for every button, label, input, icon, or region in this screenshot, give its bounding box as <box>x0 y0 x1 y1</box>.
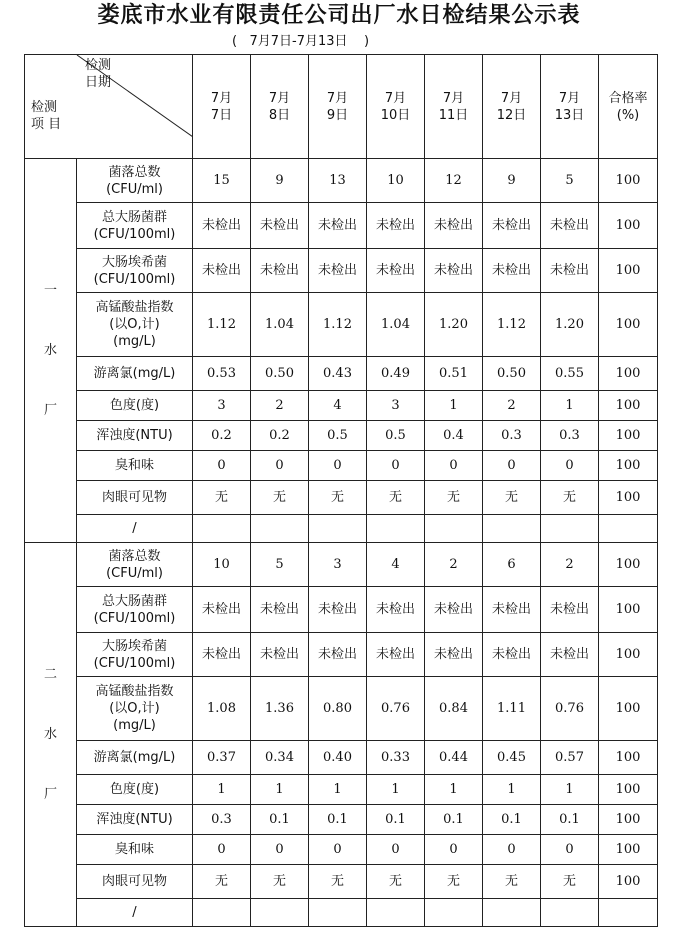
result-cell: 0 <box>251 835 309 865</box>
table-row <box>25 677 658 741</box>
test-item-cell <box>77 741 193 775</box>
result-cell: 未检出 <box>483 249 541 293</box>
result-cell: 0.5 <box>309 421 367 451</box>
result-cell: 0 <box>367 451 425 481</box>
result-cell: 1.04 <box>367 293 425 357</box>
result-cell: 无 <box>309 481 367 515</box>
result-cell: 1.20 <box>541 293 599 357</box>
cell-line: 菌落总数 <box>108 164 161 180</box>
cell-line: 高锰酸盐指数 <box>95 684 174 699</box>
table-row <box>25 293 658 357</box>
result-cell: 4 <box>309 391 367 421</box>
result-cell: 无 <box>251 865 309 899</box>
cell-line: 7月 <box>442 90 465 106</box>
result-cell: 0.5 <box>367 421 425 451</box>
result-cell: 10 <box>367 159 425 203</box>
result-cell: 1.20 <box>425 293 483 357</box>
cell-line: 浑浊度(NTU) <box>96 428 173 443</box>
result-cell: 0.3 <box>483 421 541 451</box>
result-cell: 1 <box>251 775 309 805</box>
result-cell: 未检出 <box>309 633 367 677</box>
cell-line: / <box>132 905 137 920</box>
test-item-cell <box>77 421 193 451</box>
table-row <box>25 421 658 451</box>
table-row <box>25 805 658 835</box>
result-cell: 未检出 <box>541 633 599 677</box>
date-header-3 <box>309 55 367 159</box>
cell-line: 菌落总数 <box>108 548 161 564</box>
table-row <box>25 515 658 543</box>
cell-line: 7月 <box>210 90 233 106</box>
result-cell: 0.2 <box>193 421 251 451</box>
cell-line: 12日 <box>496 107 527 123</box>
table-row <box>25 481 658 515</box>
result-cell: 0.80 <box>309 677 367 741</box>
cell-line: 游离氯(mg/L) <box>93 750 176 765</box>
pass-rate-cell: 100 <box>599 357 658 391</box>
cell-line: (CFU/100ml) <box>93 655 176 671</box>
result-cell: 0 <box>193 451 251 481</box>
result-cell: 1.36 <box>251 677 309 741</box>
test-item-cell <box>77 587 193 633</box>
result-cell: 未检出 <box>483 587 541 633</box>
table-row <box>25 391 658 421</box>
result-cell: 0.50 <box>251 357 309 391</box>
cell-line: 7月 <box>384 90 407 106</box>
cell-line: 检测 <box>31 100 58 115</box>
test-item-cell <box>77 481 193 515</box>
table-row <box>25 451 658 481</box>
table-row <box>25 775 658 805</box>
cell-line: 高锰酸盐指数 <box>95 300 174 315</box>
result-cell: 2 <box>251 391 309 421</box>
plant-name-char: 一 <box>43 282 57 298</box>
result-cell: 未检出 <box>425 633 483 677</box>
cell-line: 10日 <box>380 107 411 123</box>
table-row <box>25 899 658 927</box>
result-cell: 0 <box>309 835 367 865</box>
test-item-cell <box>77 159 193 203</box>
pass-rate-cell: 100 <box>599 249 658 293</box>
cell-line: 7月 <box>558 90 581 106</box>
result-cell: 未检出 <box>251 587 309 633</box>
cell-line: 肉眼可见物 <box>101 490 167 505</box>
cell-line: / <box>132 521 137 536</box>
cell-line: (CFU/100ml) <box>93 226 176 242</box>
cell-line: 9日 <box>326 107 349 123</box>
result-cell: 无 <box>193 481 251 515</box>
result-cell: 0.44 <box>425 741 483 775</box>
result-cell: 未检出 <box>425 249 483 293</box>
test-item-cell <box>77 249 193 293</box>
result-cell: 1.12 <box>483 293 541 357</box>
corner-item-label <box>31 99 61 133</box>
cell-line: (CFU/100ml) <box>93 271 176 287</box>
test-item-cell <box>77 805 193 835</box>
result-cell: 未检出 <box>425 203 483 249</box>
result-cell: 1.04 <box>251 293 309 357</box>
cell-line: 臭和味 <box>114 458 154 473</box>
cell-line: 色度(度) <box>109 398 160 413</box>
result-cell: 0.37 <box>193 741 251 775</box>
table-row <box>25 865 658 899</box>
result-cell: 5 <box>251 543 309 587</box>
test-item-cell <box>77 515 193 543</box>
result-cell: 1 <box>541 775 599 805</box>
pass-rate-cell: 100 <box>599 293 658 357</box>
result-cell: 无 <box>425 865 483 899</box>
cell-line: 臭和味 <box>114 842 154 857</box>
result-cell <box>541 515 599 543</box>
pass-rate-cell: 100 <box>599 159 658 203</box>
pass-rate-cell: 100 <box>599 775 658 805</box>
test-item-cell <box>77 835 193 865</box>
result-cell: 0 <box>483 835 541 865</box>
table-row <box>25 203 658 249</box>
result-cell: 0.50 <box>483 357 541 391</box>
result-cell: 13 <box>309 159 367 203</box>
result-cell: 0.1 <box>251 805 309 835</box>
cell-line: 总大肠菌群 <box>101 209 167 225</box>
cell-line: 肉眼可见物 <box>101 874 167 889</box>
result-cell: 未检出 <box>541 249 599 293</box>
pass-rate-cell: 100 <box>599 543 658 587</box>
result-cell: 1 <box>309 775 367 805</box>
result-cell: 0.57 <box>541 741 599 775</box>
cell-line: 8日 <box>268 107 291 123</box>
table-row <box>25 633 658 677</box>
result-cell: 0.1 <box>541 805 599 835</box>
cell-line: (%) <box>616 107 640 123</box>
test-item-cell <box>77 451 193 481</box>
result-cell: 10 <box>193 543 251 587</box>
result-cell: 无 <box>367 481 425 515</box>
result-cell: 1.12 <box>309 293 367 357</box>
plant-name-char: 二 <box>43 666 57 682</box>
result-cell <box>367 899 425 927</box>
header-row <box>25 55 658 159</box>
result-cell: 无 <box>251 481 309 515</box>
pass-rate-cell: 100 <box>599 203 658 249</box>
cell-line: 日期 <box>85 75 112 90</box>
result-cell: 2 <box>483 391 541 421</box>
result-cell: 无 <box>541 865 599 899</box>
result-cell: 0.51 <box>425 357 483 391</box>
result-cell: 1 <box>425 391 483 421</box>
result-cell: 9 <box>251 159 309 203</box>
date-header-7 <box>541 55 599 159</box>
result-cell: 未检出 <box>541 203 599 249</box>
result-cell: 无 <box>367 865 425 899</box>
result-cell: 未检出 <box>193 587 251 633</box>
result-cell: 0.1 <box>367 805 425 835</box>
cell-line: 总大肠菌群 <box>101 593 167 609</box>
cell-line: 大肠埃希菌 <box>101 638 167 654</box>
pass-rate-cell: 100 <box>599 835 658 865</box>
result-cell: 未检出 <box>251 249 309 293</box>
test-item-cell <box>77 543 193 587</box>
test-item-cell <box>77 633 193 677</box>
plant-name-char: 厂 <box>43 402 57 418</box>
test-item-cell <box>77 677 193 741</box>
cell-line: 色度(度) <box>109 782 160 797</box>
result-cell: 1 <box>193 775 251 805</box>
result-cell: 未检出 <box>193 249 251 293</box>
table-row <box>25 159 658 203</box>
result-cell <box>367 515 425 543</box>
result-cell: 无 <box>541 481 599 515</box>
result-cell: 未检出 <box>251 203 309 249</box>
result-cell: 12 <box>425 159 483 203</box>
cell-line: 游离氯(mg/L) <box>93 366 176 381</box>
result-cell: 无 <box>483 865 541 899</box>
cell-line: 合格率 <box>608 90 648 106</box>
pass-rate-cell: 100 <box>599 587 658 633</box>
result-cell: 未检出 <box>193 633 251 677</box>
result-cell <box>541 899 599 927</box>
result-cell: 4 <box>367 543 425 587</box>
result-cell: 5 <box>541 159 599 203</box>
plant-name-char: 厂 <box>43 786 57 802</box>
cell-line: (CFU/100ml) <box>93 610 176 626</box>
plant-name-char: 水 <box>43 342 57 358</box>
result-cell: 0.45 <box>483 741 541 775</box>
cell-line: 7月 <box>500 90 523 106</box>
result-cell: 1 <box>367 775 425 805</box>
result-cell <box>193 515 251 543</box>
cell-line: (mg/L) <box>113 334 156 349</box>
pass-rate-cell: 100 <box>599 633 658 677</box>
result-cell: 0.40 <box>309 741 367 775</box>
result-cell: 0.1 <box>483 805 541 835</box>
result-cell: 无 <box>193 865 251 899</box>
result-cell: 未检出 <box>367 587 425 633</box>
result-cell: 1.11 <box>483 677 541 741</box>
result-cell: 1.12 <box>193 293 251 357</box>
pass-rate-cell: 100 <box>599 741 658 775</box>
result-cell: 0 <box>309 451 367 481</box>
table-row <box>25 741 658 775</box>
pass-rate-cell: 100 <box>599 421 658 451</box>
plant-name-cell <box>25 543 77 927</box>
result-cell <box>483 899 541 927</box>
result-cell: 0 <box>483 451 541 481</box>
table-row <box>25 835 658 865</box>
result-cell: 0.43 <box>309 357 367 391</box>
result-cell: 无 <box>425 481 483 515</box>
table-row <box>25 587 658 633</box>
cell-line: (以O,计) <box>109 701 160 716</box>
result-cell: 0 <box>251 451 309 481</box>
result-cell: 15 <box>193 159 251 203</box>
cell-line: 7月 <box>268 90 291 106</box>
pass-rate-cell <box>599 899 658 927</box>
result-cell: 未检出 <box>425 587 483 633</box>
result-cell: 未检出 <box>483 203 541 249</box>
result-cell: 0.84 <box>425 677 483 741</box>
result-cell: 0.4 <box>425 421 483 451</box>
result-cell: 未检出 <box>309 249 367 293</box>
result-cell: 2 <box>541 543 599 587</box>
cell-line: 7月 <box>326 90 349 106</box>
cell-line: 13日 <box>554 107 585 123</box>
result-cell: 0.49 <box>367 357 425 391</box>
result-cell <box>425 515 483 543</box>
cell-line: 大肠埃希菌 <box>101 254 167 270</box>
cell-line: 项 目 <box>31 117 62 132</box>
result-cell: 1.08 <box>193 677 251 741</box>
result-cell: 0.1 <box>309 805 367 835</box>
pass-rate-cell: 100 <box>599 451 658 481</box>
result-cell: 未检出 <box>367 249 425 293</box>
cell-line: 检测 <box>85 58 112 73</box>
corner-date-label <box>85 57 111 91</box>
result-cell <box>425 899 483 927</box>
result-cell: 0 <box>541 835 599 865</box>
cell-line: (CFU/ml) <box>106 565 163 581</box>
date-range-subtitle: ( 7月7日-7月13日 ) <box>232 34 370 49</box>
test-item-cell <box>77 899 193 927</box>
result-cell: 无 <box>483 481 541 515</box>
result-cell: 0.76 <box>541 677 599 741</box>
result-cell: 9 <box>483 159 541 203</box>
result-cell <box>251 899 309 927</box>
result-cell: 未检出 <box>367 633 425 677</box>
result-cell: 0 <box>193 835 251 865</box>
pass-rate-cell: 100 <box>599 805 658 835</box>
result-cell: 0.76 <box>367 677 425 741</box>
test-item-cell <box>77 391 193 421</box>
result-cell <box>251 515 309 543</box>
table-row <box>25 249 658 293</box>
result-cell: 0.33 <box>367 741 425 775</box>
cell-line: 11日 <box>438 107 469 123</box>
date-header-2 <box>251 55 309 159</box>
cell-line: 7日 <box>210 107 233 123</box>
test-item-cell <box>77 357 193 391</box>
result-cell: 3 <box>309 543 367 587</box>
plant-name-char: 水 <box>43 726 57 742</box>
result-cell: 0.1 <box>425 805 483 835</box>
result-cell: 3 <box>367 391 425 421</box>
cell-line: (CFU/ml) <box>106 181 163 197</box>
result-cell: 未检出 <box>541 587 599 633</box>
result-cell: 1 <box>425 775 483 805</box>
result-cell <box>309 515 367 543</box>
result-cell: 0.53 <box>193 357 251 391</box>
result-cell: 1 <box>541 391 599 421</box>
test-item-cell <box>77 775 193 805</box>
cell-line: (mg/L) <box>113 718 156 733</box>
result-cell: 0 <box>541 451 599 481</box>
result-cell: 未检出 <box>251 633 309 677</box>
result-cell <box>309 899 367 927</box>
pass-rate-cell <box>599 515 658 543</box>
result-cell: 0.3 <box>541 421 599 451</box>
result-cell: 无 <box>309 865 367 899</box>
result-cell: 1 <box>483 775 541 805</box>
result-cell: 未检出 <box>309 203 367 249</box>
date-header-1 <box>193 55 251 159</box>
result-cell: 未检出 <box>309 587 367 633</box>
test-item-cell <box>77 293 193 357</box>
table-row <box>25 543 658 587</box>
date-header-4 <box>367 55 425 159</box>
date-header-5 <box>425 55 483 159</box>
pass-rate-cell: 100 <box>599 391 658 421</box>
page-title: 娄底市水业有限责任公司出厂水日检结果公示表 <box>97 3 581 28</box>
pass-rate-cell: 100 <box>599 481 658 515</box>
result-cell: 0 <box>367 835 425 865</box>
result-cell: 6 <box>483 543 541 587</box>
result-cell: 2 <box>425 543 483 587</box>
result-cell: 3 <box>193 391 251 421</box>
results-table <box>24 54 658 927</box>
cell-line: (以O,计) <box>109 317 160 332</box>
corner-header-cell <box>25 55 193 159</box>
result-cell: 0.55 <box>541 357 599 391</box>
result-cell: 0 <box>425 835 483 865</box>
plant-name-cell <box>25 159 77 543</box>
pass-rate-cell: 100 <box>599 677 658 741</box>
result-cell <box>193 899 251 927</box>
pass-rate-cell: 100 <box>599 865 658 899</box>
date-header-6 <box>483 55 541 159</box>
result-cell: 未检出 <box>367 203 425 249</box>
cell-line: 浑浊度(NTU) <box>96 812 173 827</box>
result-cell <box>483 515 541 543</box>
test-item-cell <box>77 865 193 899</box>
result-cell: 0.3 <box>193 805 251 835</box>
test-item-cell <box>77 203 193 249</box>
pass-rate-header <box>599 55 658 159</box>
result-cell: 0.34 <box>251 741 309 775</box>
result-cell: 未检出 <box>193 203 251 249</box>
table-row <box>25 357 658 391</box>
result-cell: 未检出 <box>483 633 541 677</box>
result-cell: 0.2 <box>251 421 309 451</box>
result-cell: 0 <box>425 451 483 481</box>
